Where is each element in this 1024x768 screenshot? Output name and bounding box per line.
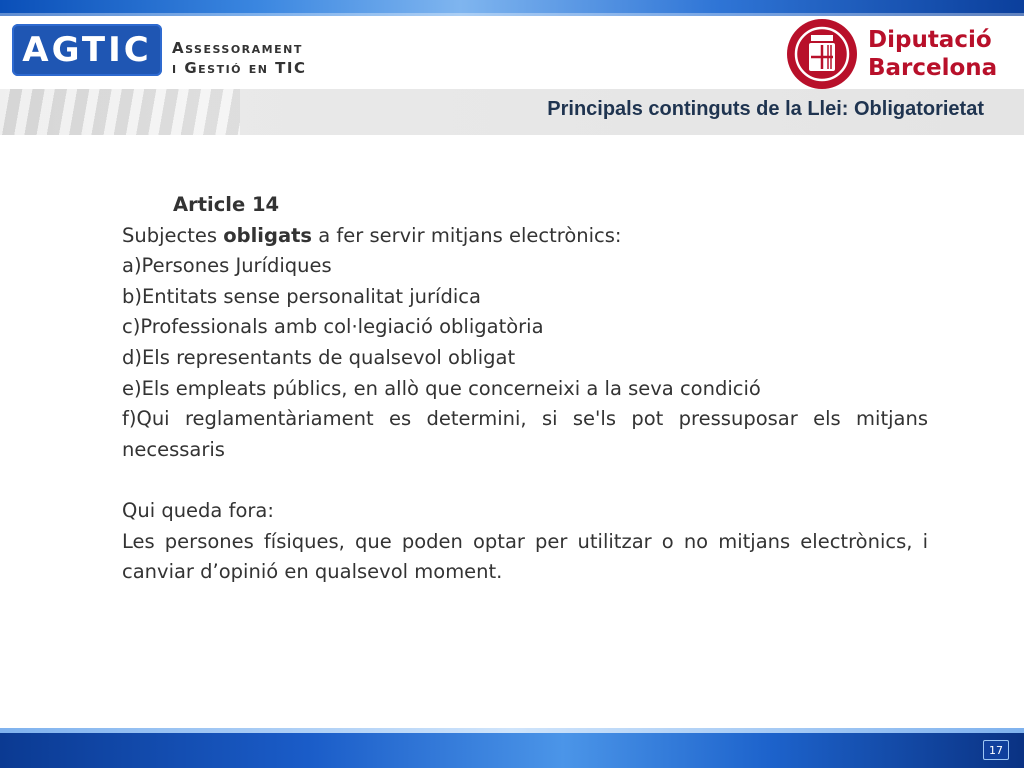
page-number: 17 (983, 740, 1009, 760)
title-band-pattern (0, 89, 240, 135)
list-item: c)Professionals amb col·legiació obligatòria (122, 315, 544, 339)
agtic-subtitle (172, 38, 307, 78)
intro-text-after: a fer servir mitjans electrònics: (312, 223, 622, 247)
intro-line (122, 221, 928, 252)
diputacio-logo-line2: Barcelona (868, 55, 998, 81)
article-heading: Article 14 (173, 193, 280, 216)
slide-title: Principals continguts de la Llei: Obligatorietat (547, 98, 984, 120)
diputacio-logo-line1: Diputació (868, 27, 992, 53)
agtic-logo (12, 24, 162, 76)
slide-body (122, 190, 928, 588)
list-item: d)Els representants de qualsevol obligat (122, 345, 516, 369)
agtic-logo-text: AGTIC (22, 30, 152, 70)
agtic-subtitle-line2: i Gestió en TIC (172, 59, 307, 77)
intro-text-before: Subjectes (122, 223, 224, 247)
intro-bold-text: obligats (223, 223, 313, 247)
bottom-decor-bar (0, 728, 1024, 768)
outside-text: Les persones físiques, que poden optar per utilitzar o no mitjans electrònics, i canviar d’opinió en qualsevol moment. (122, 529, 928, 584)
agtic-subtitle-line1: Assessorament (172, 39, 303, 57)
list-item: f)Qui reglamentàriament es determini, si se'ls pot pressuposar els mitjans necessaris (122, 407, 928, 461)
spacer (122, 465, 928, 496)
list-item: a)Persones Jurídiques (122, 254, 332, 278)
outside-heading: Qui queda fora: (122, 498, 274, 522)
diputacio-seal-icon (787, 19, 857, 89)
top-decor-bar (0, 0, 1024, 16)
list-item: e)Els empleats públics, en allò que concerneixi a la seva condició (122, 376, 761, 400)
diputacio-logo-text (868, 26, 997, 82)
list-item: b)Entitats sense personalitat jurídica (122, 284, 481, 308)
